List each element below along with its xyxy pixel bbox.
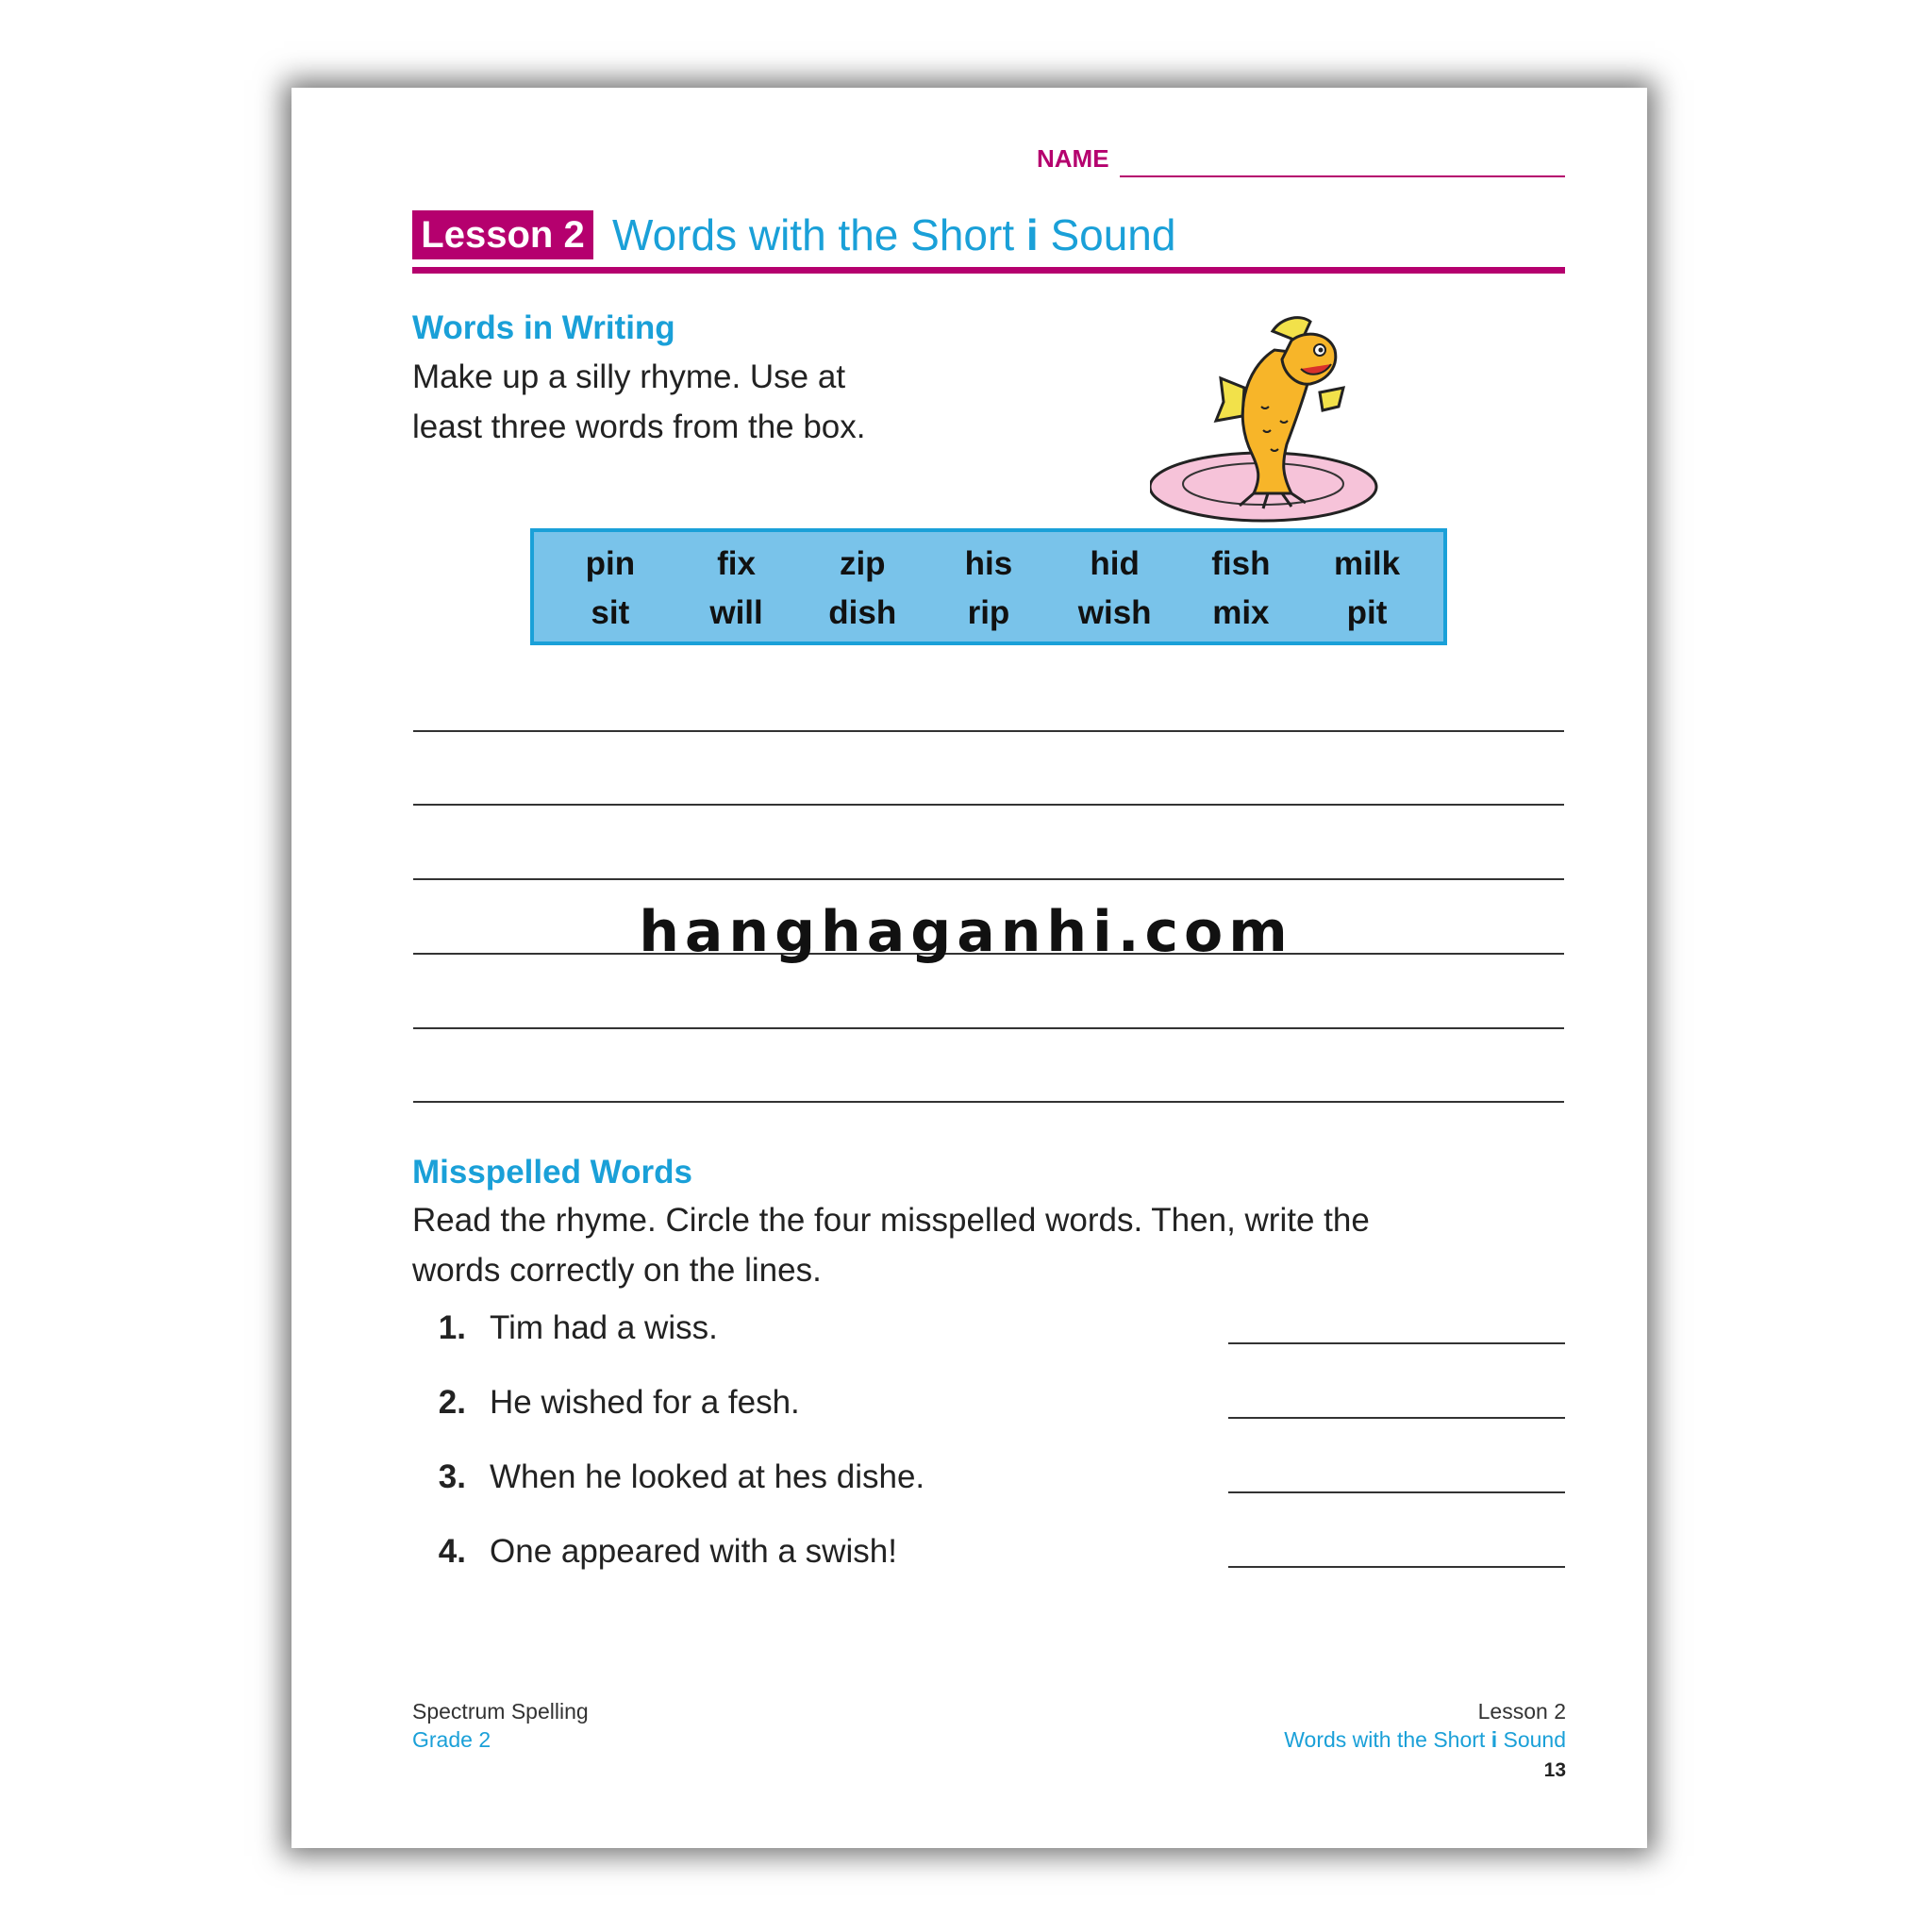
footer-lesson-title <box>1284 1727 1566 1753</box>
footer-title-prefix: Words with the Short <box>1284 1727 1491 1752</box>
lesson-badge: Lesson 2 <box>412 210 593 259</box>
writing-instruction-line1: Make up a silly rhyme. Use at <box>412 358 846 395</box>
list-item <box>424 1379 1565 1436</box>
list-item <box>424 1454 1565 1510</box>
misspelled-instruction-line2: words correctly on the lines. <box>412 1252 822 1289</box>
word-zip: zip <box>839 545 886 582</box>
lesson-title-row <box>412 210 1565 276</box>
answer-line[interactable] <box>1228 1491 1565 1493</box>
lesson-title-prefix: Words with the Short <box>612 210 1026 259</box>
writing-line[interactable] <box>413 1101 1564 1103</box>
word-mix: mix <box>1212 594 1270 631</box>
page-number: 13 <box>1543 1759 1566 1781</box>
word-pin: pin <box>585 545 636 582</box>
word-his: his <box>964 545 1013 582</box>
word-dish: dish <box>828 594 897 631</box>
answer-line[interactable] <box>1228 1417 1565 1419</box>
word-pit: pit <box>1346 594 1388 631</box>
item-sentence: One appeared with a swish! <box>490 1533 897 1570</box>
footer-grade: Grade 2 <box>412 1727 491 1752</box>
answer-line[interactable] <box>1228 1566 1565 1568</box>
footer-book-title: Spectrum Spelling <box>412 1699 589 1724</box>
footer-title-suffix: Sound <box>1497 1727 1566 1752</box>
item-number: 1. <box>438 1309 466 1346</box>
list-item <box>424 1528 1565 1585</box>
answer-line[interactable] <box>1228 1342 1565 1344</box>
footer-title-letter: i <box>1491 1727 1498 1752</box>
lesson-title-letter: i <box>1025 210 1039 259</box>
word-sit: sit <box>591 594 630 631</box>
lesson-title <box>612 210 1175 259</box>
misspelled-instruction-line1: Read the rhyme. Circle the four misspelled words. Then, write the <box>412 1202 1370 1239</box>
words-in-writing-heading: Words in Writing <box>412 309 675 346</box>
item-number: 4. <box>438 1533 466 1570</box>
word-box <box>530 528 1447 645</box>
word-hid: hid <box>1090 545 1140 582</box>
writing-line[interactable] <box>413 878 1564 880</box>
name-line <box>1120 175 1565 177</box>
worksheet-page <box>291 88 1647 1848</box>
word-box-row-1 <box>534 545 1443 583</box>
writing-line[interactable] <box>413 804 1564 806</box>
item-number: 2. <box>438 1384 466 1421</box>
word-wish: wish <box>1077 594 1152 631</box>
writing-instruction-line2: least three words from the box. <box>412 408 866 445</box>
misspelled-words-heading: Misspelled Words <box>412 1154 692 1191</box>
fish-on-plate-illustration <box>1150 312 1395 529</box>
item-number: 3. <box>438 1458 466 1495</box>
word-fish: fish <box>1211 545 1271 582</box>
footer-lesson: Lesson 2 <box>1477 1699 1566 1724</box>
item-sentence: When he looked at hes dishe. <box>490 1458 925 1495</box>
watermark-text: hanghaganhi.com <box>639 899 1293 965</box>
lesson-title-suffix: Sound <box>1038 210 1176 259</box>
word-box-row-2 <box>534 594 1443 632</box>
writing-instruction <box>412 352 866 452</box>
word-milk: milk <box>1334 545 1401 582</box>
misspelled-instruction <box>412 1195 1370 1295</box>
list-item <box>424 1305 1565 1361</box>
word-rip: rip <box>967 594 1010 631</box>
item-sentence: Tim had a wiss. <box>490 1309 718 1346</box>
item-sentence: He wished for a fesh. <box>490 1384 800 1421</box>
title-rule <box>412 267 1565 274</box>
name-field <box>1037 144 1565 182</box>
writing-line[interactable] <box>413 730 1564 732</box>
word-will: will <box>709 594 763 631</box>
name-label: NAME <box>1037 144 1109 173</box>
writing-line[interactable] <box>413 1027 1564 1029</box>
word-fix: fix <box>717 545 756 582</box>
